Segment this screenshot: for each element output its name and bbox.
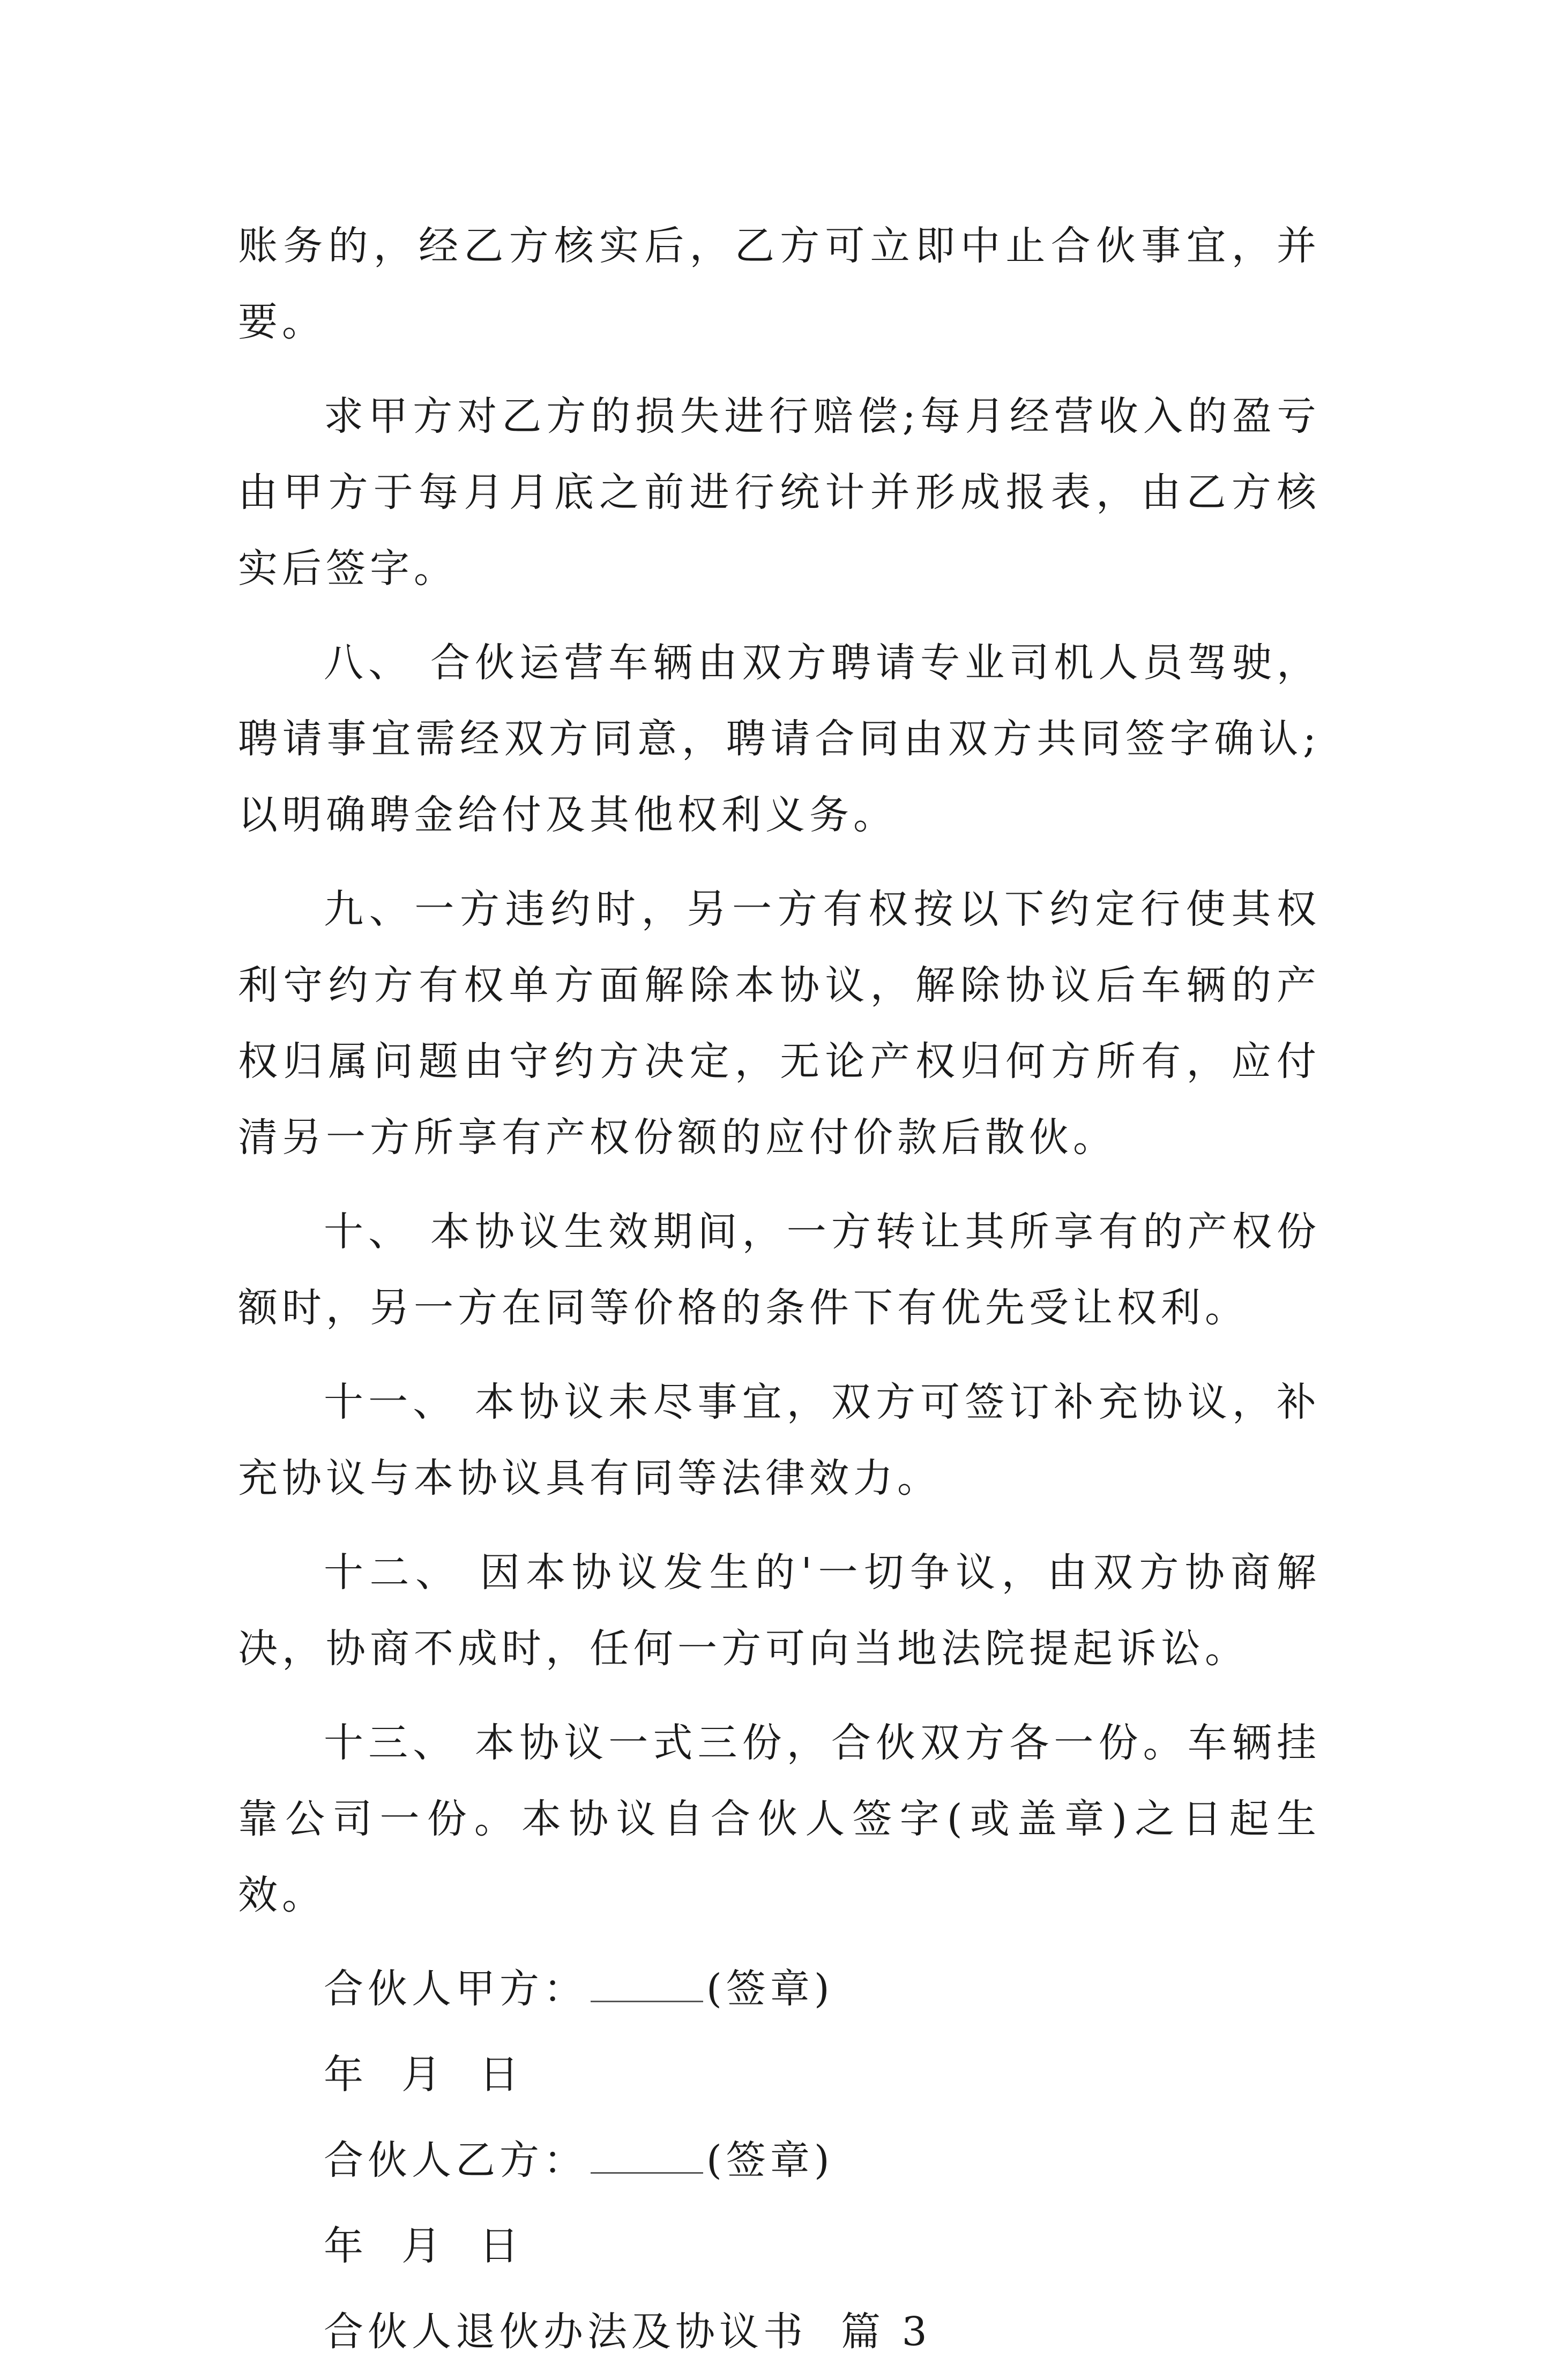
clause-11: 十一、 本协议未尽事宜，双方可签订补充协议，补充协议与本协议具有同等法律效力。 — [238, 1379, 1321, 1501]
paragraph-continuation: 账务的，经乙方核实后，乙方可立即中止合伙事宜，并要。 — [238, 223, 1321, 345]
party-b-seal-note: (签章) — [706, 2137, 834, 2183]
clause-12: 十二、 因本协议发生的'一切争议，由双方协商解决，协商不成时，任何一方可向当地法院提起诉讼。 — [238, 1550, 1321, 1672]
party-b-date-line: 年 月 日 — [324, 2223, 524, 2269]
clause-8: 八、 合伙运营车辆由双方聘请专业司机人员驾驶，聘请事宜需经双方同意，聘请合同由双方共同签字确认;以明确聘金给付及其他权利义务。 — [238, 640, 1321, 838]
clause-9: 九、一方违约时，另一方有权按以下约定行使其权利守约方有权单方面解除本协议，解除协议后车辆的产权归属问题由守约方决定，无论产权归何方所有，应付清另一方所享有产权份额的应付价款后散伙。 — [238, 886, 1321, 1161]
party-b-signature-blank — [591, 2135, 703, 2174]
paragraph-compensation: 求甲方对乙方的损失进行赔偿;每月经营收入的盈亏由甲方于每月月底之前进行统计并形成报表，由乙方核实后签字。 — [238, 393, 1321, 592]
party-a-signature-blank — [591, 1963, 703, 2002]
party-a-signature-line — [238, 1951, 1321, 2026]
document-body — [238, 208, 1321, 2380]
party-a-date-line: 年 月 日 — [324, 2052, 524, 2098]
party-a-seal-note: (签章) — [706, 1966, 834, 2012]
party-a-label: 合伙人甲方： — [324, 1966, 587, 2012]
party-b-signature-line — [238, 2123, 1321, 2198]
party-b-label: 合伙人乙方： — [324, 2137, 587, 2183]
clause-10: 十、 本协议生效期间，一方转让其所享有的产权份额时，另一方在同等价格的条件下有优先受让权利。 — [238, 1209, 1321, 1331]
clause-13: 十三、 本协议一式三份，合伙双方各一份。车辆挂靠公司一份。本协议自合伙人签字(或盖章)之日起生效。 — [238, 1720, 1321, 1918]
next-section-title: 合伙人退伙办法及协议书 篇 3 — [324, 2309, 931, 2355]
